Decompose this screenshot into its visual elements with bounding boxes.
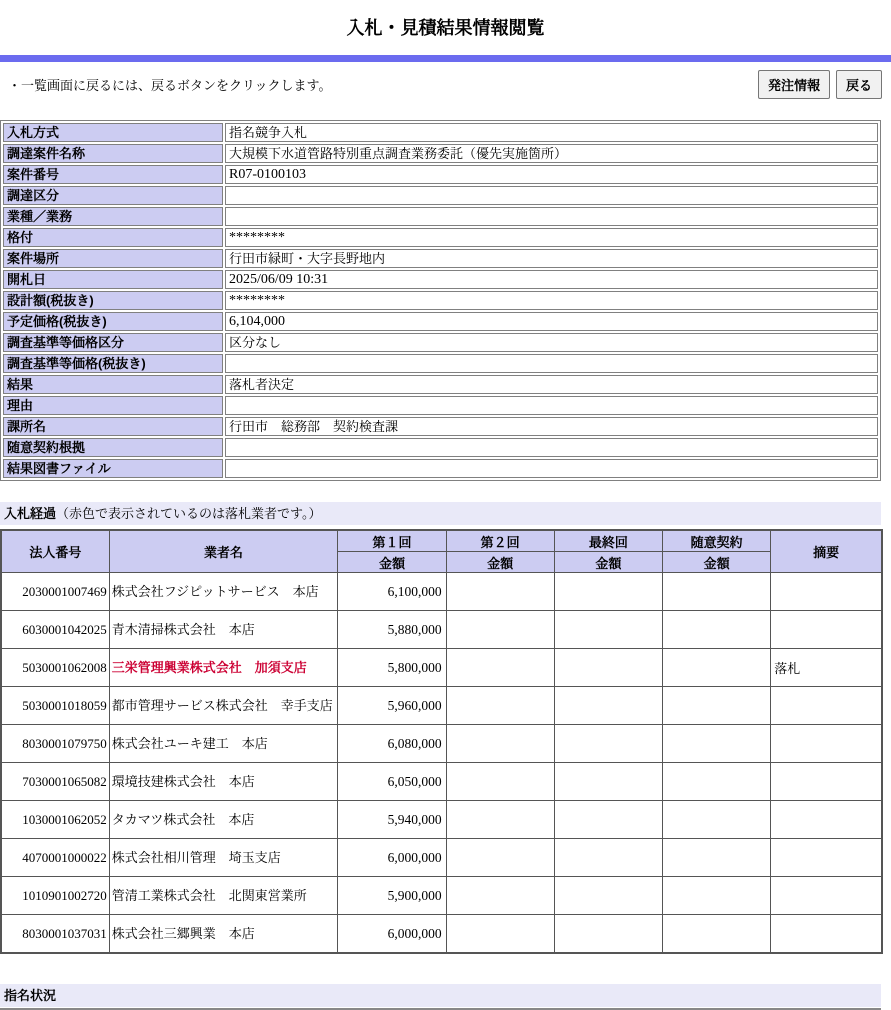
detail-row — [3, 207, 878, 226]
amount-round1-cell: 5,880,000 — [338, 611, 446, 649]
detail-value-cell — [225, 459, 878, 478]
amount-final-cell — [554, 763, 662, 801]
col-header-round2: 第２回 — [446, 530, 554, 552]
note-cell — [771, 763, 882, 801]
amount-negotiated-cell — [662, 763, 770, 801]
amount-round1-cell: 6,100,000 — [338, 573, 446, 611]
corp-no-cell: 8030001079750 — [1, 725, 109, 763]
back-button[interactable]: 戻る — [836, 70, 882, 99]
detail-row — [3, 417, 878, 436]
col-header-corp-no: 法人番号 — [1, 530, 109, 573]
detail-label-cell: 開札日 — [3, 270, 223, 289]
detail-row — [3, 354, 878, 373]
col-header-amount-round2: 金額 — [446, 552, 554, 573]
title-divider — [0, 55, 891, 62]
corp-no-cell: 5030001018059 — [1, 687, 109, 725]
detail-row — [3, 123, 878, 142]
instruction-text: ・一覧画面に戻るには、戻るボタンをクリックします。 — [8, 78, 332, 93]
col-header-note: 摘要 — [771, 530, 882, 573]
amount-round2-cell — [446, 839, 554, 877]
detail-label-cell: 結果図書ファイル — [3, 459, 223, 478]
bidder-name-cell: 株式会社ユーキ建工 本店 — [109, 725, 338, 763]
detail-value-cell: 2025/06/09 10:31 — [225, 270, 878, 289]
bid-row — [1, 763, 882, 801]
amount-negotiated-cell — [662, 877, 770, 915]
detail-label-cell: 予定価格(税抜き) — [3, 312, 223, 331]
detail-value-cell: 6,104,000 — [225, 312, 878, 331]
amount-negotiated-cell — [662, 725, 770, 763]
detail-row — [3, 270, 878, 289]
bid-progress-section-header — [0, 502, 881, 525]
amount-round1-cell: 5,940,000 — [338, 801, 446, 839]
detail-value-cell: 行田市 総務部 契約検査課 — [225, 417, 878, 436]
detail-row — [3, 312, 878, 331]
amount-round2-cell — [446, 687, 554, 725]
amount-negotiated-cell — [662, 573, 770, 611]
bid-row — [1, 573, 882, 611]
col-header-bidder-name: 業者名 — [109, 530, 338, 573]
page-title: 入札・見積結果情報閲覧 — [346, 18, 545, 38]
bid-row — [1, 725, 882, 763]
detail-label-cell: 調達区分 — [3, 186, 223, 205]
amount-final-cell — [554, 839, 662, 877]
amount-round2-cell — [446, 915, 554, 954]
detail-label-cell: 案件場所 — [3, 249, 223, 268]
detail-row — [3, 249, 878, 268]
detail-value-cell: ******** — [225, 228, 878, 247]
bid-row — [1, 915, 882, 954]
bid-progress-title: 入札経過 — [4, 506, 57, 521]
detail-row — [3, 333, 878, 352]
bidder-name-cell: 株式会社フジピットサービス 本店 — [109, 573, 338, 611]
amount-round2-cell — [446, 611, 554, 649]
note-cell — [771, 877, 882, 915]
detail-value-cell: 指名競争入札 — [225, 123, 878, 142]
amount-final-cell — [554, 649, 662, 687]
detail-row — [3, 165, 878, 184]
bid-row — [1, 687, 882, 725]
bid-header-row-1 — [1, 530, 882, 552]
amount-round2-cell — [446, 877, 554, 915]
bid-row — [1, 611, 882, 649]
detail-value-cell — [225, 396, 878, 415]
col-header-negotiated-contract: 随意契約 — [662, 530, 770, 552]
designation-status-section-header — [0, 984, 881, 1007]
amount-final-cell — [554, 611, 662, 649]
amount-round1-cell: 5,900,000 — [338, 877, 446, 915]
amount-negotiated-cell — [662, 839, 770, 877]
amount-negotiated-cell — [662, 801, 770, 839]
note-cell — [771, 611, 882, 649]
col-header-amount-round1: 金額 — [338, 552, 446, 573]
detail-label-cell: 入札方式 — [3, 123, 223, 142]
detail-label-cell: 案件番号 — [3, 165, 223, 184]
detail-label-cell: 調査基準等価格区分 — [3, 333, 223, 352]
detail-value-cell: ******** — [225, 291, 878, 310]
detail-label-cell: 設計額(税抜き) — [3, 291, 223, 310]
amount-round2-cell — [446, 573, 554, 611]
detail-label-cell: 課所名 — [3, 417, 223, 436]
bidder-name-cell: 都市管理サービス株式会社 幸手支店 — [109, 687, 338, 725]
corp-no-cell: 4070001000022 — [1, 839, 109, 877]
corp-no-cell: 7030001065082 — [1, 763, 109, 801]
bidder-name-cell: タカマツ株式会社 本店 — [109, 801, 338, 839]
bidder-name-cell: 環境技建株式会社 本店 — [109, 763, 338, 801]
bidder-name-cell: 株式会社相川管理 埼玉支店 — [109, 839, 338, 877]
bid-row — [1, 877, 882, 915]
amount-negotiated-cell — [662, 915, 770, 954]
detail-value-cell: 行田市緑町・大字長野地内 — [225, 249, 878, 268]
amount-round1-cell: 6,000,000 — [338, 915, 446, 954]
amount-round1-cell: 5,960,000 — [338, 687, 446, 725]
amount-final-cell — [554, 687, 662, 725]
amount-final-cell — [554, 877, 662, 915]
amount-final-cell — [554, 915, 662, 954]
amount-round1-cell: 5,800,000 — [338, 649, 446, 687]
amount-final-cell — [554, 725, 662, 763]
corp-no-cell: 1010901002720 — [1, 877, 109, 915]
detail-value-cell: 落札者決定 — [225, 375, 878, 394]
bidder-name-cell: 三栄管理興業株式会社 加須支店 — [109, 649, 338, 687]
note-cell — [771, 573, 882, 611]
note-cell — [771, 839, 882, 877]
corp-no-cell: 6030001042025 — [1, 611, 109, 649]
detail-row — [3, 375, 878, 394]
detail-label-cell: 業種／業務 — [3, 207, 223, 226]
detail-label-cell: 随意契約根拠 — [3, 438, 223, 457]
bid-progress-note: （赤色で表示されているのは落札業者です。） — [56, 506, 322, 521]
detail-label-cell: 理由 — [3, 396, 223, 415]
note-cell — [771, 801, 882, 839]
detail-table — [0, 120, 881, 481]
bidder-name-cell: 青木清掃株式会社 本店 — [109, 611, 338, 649]
detail-row — [3, 144, 878, 163]
amount-negotiated-cell — [662, 649, 770, 687]
detail-label-cell: 調査基準等価格(税抜き) — [3, 354, 223, 373]
detail-row — [3, 186, 878, 205]
amount-round2-cell — [446, 649, 554, 687]
corp-no-cell: 8030001037031 — [1, 915, 109, 954]
bid-table — [0, 529, 883, 954]
bid-row — [1, 649, 882, 687]
detail-value-cell — [225, 207, 878, 226]
amount-negotiated-cell — [662, 687, 770, 725]
detail-row — [3, 228, 878, 247]
toolbar-buttons — [758, 70, 882, 99]
bid-row — [1, 801, 882, 839]
detail-label-cell: 結果 — [3, 375, 223, 394]
detail-value-cell: 大規模下水道管路特別重点調査業務委託（優先実施箇所） — [225, 144, 878, 163]
corp-no-cell: 1030001062052 — [1, 801, 109, 839]
col-header-amount-final: 金額 — [554, 552, 662, 573]
col-header-amount-negotiated: 金額 — [662, 552, 770, 573]
bidder-name-cell: 管清工業株式会社 北関東営業所 — [109, 877, 338, 915]
note-cell — [771, 725, 882, 763]
amount-round1-cell: 6,080,000 — [338, 725, 446, 763]
note-cell — [771, 687, 882, 725]
detail-label-cell: 格付 — [3, 228, 223, 247]
order-info-button[interactable]: 発注情報 — [758, 70, 830, 99]
detail-row — [3, 396, 878, 415]
bid-row — [1, 839, 882, 877]
amount-round1-cell: 6,000,000 — [338, 839, 446, 877]
note-cell — [771, 915, 882, 954]
amount-round2-cell — [446, 763, 554, 801]
note-cell: 落札 — [771, 649, 882, 687]
toolbar — [0, 62, 891, 98]
corp-no-cell: 2030001007469 — [1, 573, 109, 611]
col-header-round1: 第１回 — [338, 530, 446, 552]
amount-round2-cell — [446, 801, 554, 839]
designation-status-title: 指名状況 — [4, 988, 57, 1003]
bidder-name-cell: 株式会社三郷興業 本店 — [109, 915, 338, 954]
col-header-final-round: 最終回 — [554, 530, 662, 552]
detail-value-cell: R07-0100103 — [225, 165, 878, 184]
detail-row — [3, 438, 878, 457]
detail-label-cell: 調達案件名称 — [3, 144, 223, 163]
detail-value-cell: 区分なし — [225, 333, 878, 352]
detail-row — [3, 291, 878, 310]
amount-round1-cell: 6,050,000 — [338, 763, 446, 801]
detail-value-cell — [225, 186, 878, 205]
amount-negotiated-cell — [662, 611, 770, 649]
amount-round2-cell — [446, 725, 554, 763]
amount-final-cell — [554, 801, 662, 839]
detail-row — [3, 459, 878, 478]
detail-value-cell — [225, 354, 878, 373]
detail-value-cell — [225, 438, 878, 457]
amount-final-cell — [554, 573, 662, 611]
corp-no-cell: 5030001062008 — [1, 649, 109, 687]
